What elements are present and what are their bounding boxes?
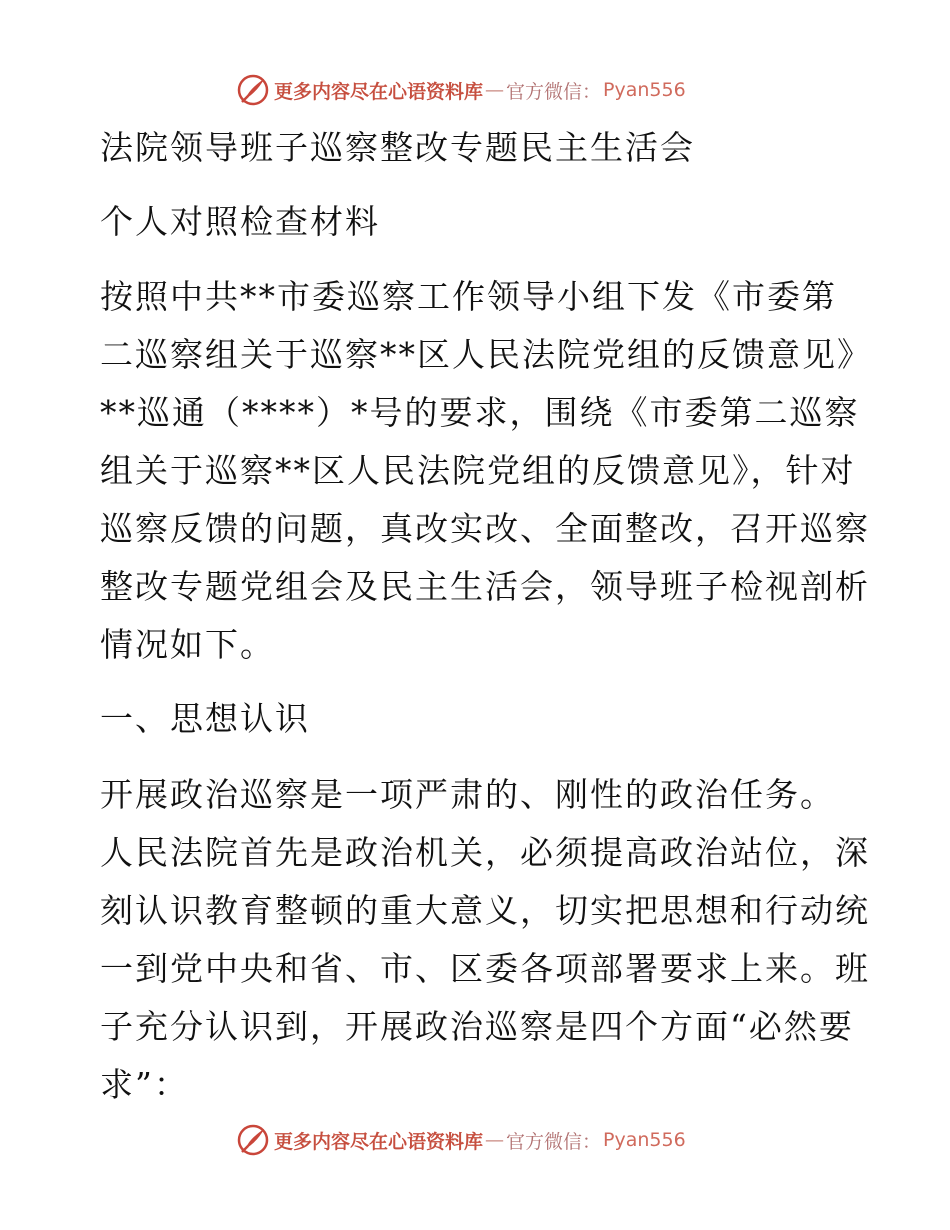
paragraph-line: **巡通（****）*号的要求，围绕《市委第二巡察	[100, 393, 860, 432]
banner-wechat-id: Pyan556	[603, 79, 686, 101]
paragraph-line: 刻认识教育整顿的重大意义，切实把思想和行动统	[100, 891, 870, 930]
paragraph-line: 组关于巡察**区人民法院党组的反馈意见》，针对	[100, 451, 856, 490]
paragraph-line: 二巡察组关于巡察**区人民法院党组的反馈意见》	[100, 335, 872, 374]
banner-dash: —	[485, 1129, 505, 1151]
paragraph-line: 巡察反馈的问题，真改实改、全面整改，召开巡察	[100, 509, 870, 548]
paragraph-line: 按照中共**市委巡察工作领导小组下发《市委第	[100, 277, 837, 316]
banner-wechat-label: 官方微信：	[506, 80, 602, 103]
banner-main-text: 更多内容尽在心语资料库	[274, 1130, 484, 1153]
quill-logo-icon	[236, 73, 270, 107]
paragraph-line: 整改专题党组会及民主生活会，领导班子检视剖析	[100, 567, 870, 606]
banner-wechat-id: Pyan556	[603, 1129, 686, 1151]
header-watermark-banner	[236, 72, 686, 108]
document-subtitle: 个人对照检查材料	[100, 202, 380, 241]
section-heading: 一、思想认识	[100, 699, 310, 738]
banner-main-text: 更多内容尽在心语资料库	[274, 80, 484, 103]
paragraph-line: 开展政治巡察是一项严肃的、刚性的政治任务。	[100, 775, 835, 814]
document-title: 法院领导班子巡察整改专题民主生活会	[100, 128, 695, 167]
paragraph-line: 人民法院首先是政治机关，必须提高政治站位，深	[100, 833, 870, 872]
quill-logo-icon	[236, 1123, 270, 1157]
banner-wechat-label: 官方微信：	[506, 1130, 602, 1153]
footer-watermark-banner	[236, 1122, 686, 1158]
paragraph-line: 情况如下。	[100, 625, 275, 664]
paragraph-line: 求”：	[100, 1065, 189, 1104]
paragraph-line: 一到党中央和省、市、区委各项部署要求上来。班	[100, 949, 870, 988]
paragraph-line: 子充分认识到，开展政治巡察是四个方面“必然要	[100, 1007, 854, 1046]
banner-dash: —	[485, 79, 505, 101]
